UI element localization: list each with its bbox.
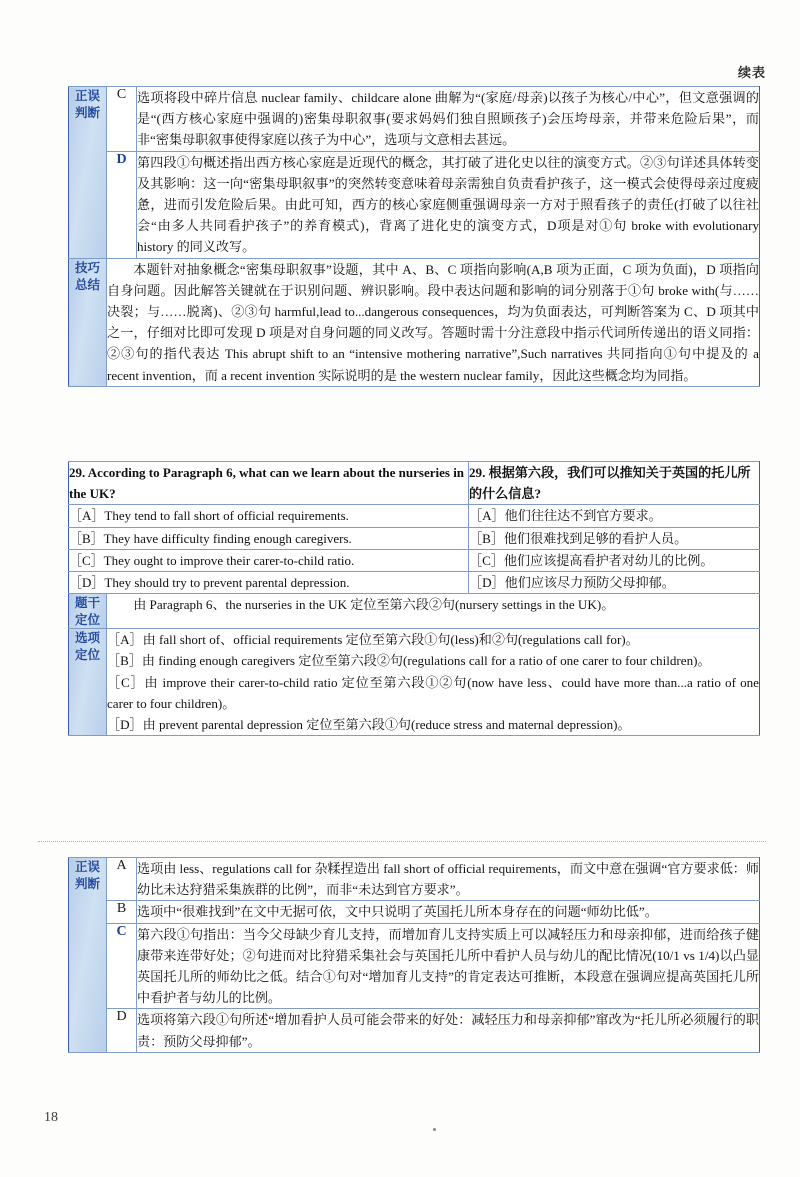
table-row (69, 858, 760, 901)
row-label-line2: 定位 (74, 647, 100, 663)
option-d-zh[interactable]: ［D］他们应该尽力预防父母抑郁。 (469, 572, 760, 594)
row-label-line1: 题干 (74, 595, 100, 611)
table-row (69, 258, 760, 386)
option-location-row (69, 629, 760, 736)
row-label-line1: 选项 (74, 630, 100, 646)
judgement-text-c: 第六段①句指出：当今父母缺少育儿支持，而增加育儿支持实质上可以减轻压力和母亲抑郁，进而给孩子健康带来连带好处；②句进而对比狩猎采集社会与英国托儿所中看护人员与幼儿的配比情况(10/1 vs 1/4)以凸显英国托儿所的师幼比之低。结合①句对“增加育儿支持”的肯定表达可推断，本段意在强调应提高英国托儿所中看护者与幼儿的比例。 (137, 923, 760, 1009)
table-row (69, 901, 760, 923)
option-a-en[interactable]: ［A］They tend to fall short of official requirements. (69, 505, 469, 527)
technique-summary-text (107, 258, 760, 386)
option-letter-d: D (107, 1009, 137, 1052)
judgement-text-a: 选项由 less、regulations call for 杂糅捏造出 fall short of official requirements，而文中意在强调“官方要求低：师幼比未达狩猎采集族群的比例”，而非“未达到官方要求”。 (137, 858, 760, 901)
option-letter-c: C (107, 87, 137, 152)
option-letter-a: A (107, 858, 137, 901)
option-location-line-b: ［B］由 finding enough caregivers 定位至第六段②句(regulations call for a ratio of one carer to four children)。 (107, 653, 711, 669)
option-d-en[interactable]: ［D］They should try to prevent parental depression. (69, 572, 469, 594)
row-label-line2: 定位 (74, 612, 100, 628)
row-label-judgement (69, 858, 107, 1053)
table-separator (38, 841, 766, 842)
question-stem-en: 29. According to Paragraph 6, what can we learn about the nurseries in the UK? (69, 462, 469, 505)
row-label-line2: 判断 (74, 876, 100, 891)
page-number: 18 (44, 1110, 58, 1125)
table-row (69, 151, 760, 258)
option-b-en[interactable]: ［B］They have difficulty finding enough caregivers. (69, 527, 469, 549)
judgement-table (68, 857, 760, 1053)
option-letter-b: B (107, 901, 137, 923)
table-row (69, 923, 760, 1009)
row-label-stem-location (69, 594, 107, 629)
option-location-line-a: ［A］由 fall short of、official requirements 定位至第六段①句(less)和②句(regulations call for)。 (107, 632, 639, 648)
row-label-line1: 正误 (74, 859, 100, 874)
option-row-b[interactable] (69, 527, 760, 549)
question-stem-row (69, 462, 760, 505)
row-label-line1: 技巧 (74, 259, 100, 275)
option-a-zh[interactable]: ［A］他们往往达不到官方要求。 (469, 505, 760, 527)
option-letter-c: C (107, 923, 137, 1009)
option-location-line-c: ［C］由 improve their carer-to-child ratio 定位至第六段①②句(now have less、could have more than...a ratio of one carer to four children)。 (107, 674, 759, 711)
option-b-zh[interactable]: ［B］他们很难找到足够的看护人员。 (469, 527, 760, 549)
analysis-table-continued (68, 86, 760, 387)
stem-location-text (107, 594, 760, 629)
row-label-line1: 正误 (74, 88, 100, 103)
row-label-line2: 判断 (74, 105, 100, 120)
row-label-option-location (69, 629, 107, 736)
stem-location-row (69, 594, 760, 629)
option-c-zh[interactable]: ［C］他们应该提高看护者对幼儿的比例。 (469, 549, 760, 571)
table-row (69, 1009, 760, 1052)
option-location-line-d: ［D］由 prevent parental depression 定位至第六段①句(reduce stress and maternal depression)。 (107, 717, 631, 733)
row-label-line2: 总结 (74, 276, 100, 292)
question-29-table (68, 461, 760, 736)
running-head: 续表 (737, 65, 766, 80)
stem-location-paragraph: 由 Paragraph 6、the nurseries in the UK 定位至第六段②句(nursery settings in the UK)。 (133, 597, 615, 613)
table-row (69, 87, 760, 152)
option-c-en[interactable]: ［C］They ought to improve their carer-to-child ratio. (69, 549, 469, 571)
row-label-judgement (69, 87, 107, 259)
option-location-text (107, 629, 760, 736)
judgement-text-d: 选项将第六段①句所述“增加看护人员可能会带来的好处：减轻压力和母亲抑郁”窜改为“托儿所必须履行的职责：预防父母抑郁”。 (137, 1009, 760, 1052)
footer-dot (433, 1128, 436, 1131)
analysis-text-d: 第四段①句概述指出西方核心家庭是近现代的概念，其打破了进化史以往的演变方式。②③句详述具体转变及其影响：这一向“密集母职叙事”的突然转变意味着母亲需独自负责看护孩子，这一模式会使得母亲过度疲惫，进而引发危险后果。由此可知，西方的核心家庭侧重强调母亲一方对于照看孩子的责任(打破了以往社会“由多人共同看护孩子”的养育模式)，背离了进化史的演变方式，D项是对①句 broke with evolutionary history 的同义改写。 (137, 151, 760, 258)
judgement-text-b: 选项中“很难找到”在文中无据可依，文中只说明了英国托儿所本身存在的问题“师幼比低”。 (137, 901, 760, 923)
row-label-technique-summary (69, 258, 107, 386)
option-letter-d: D (107, 151, 137, 258)
analysis-text-c: 选项将段中碎片信息 nuclear family、childcare alone 曲解为“(家庭/母亲)以孩子为核心/中心”，但文意强调的是“(西方核心家庭中强调的)密集母职叙事(要求妈妈们独自照顾孩子)会压垮母亲，并带来危险后果”，而非“密集母职叙事使得家庭以孩子为中心”，选项与文意相去甚远。 (137, 87, 760, 152)
option-row-a[interactable] (69, 505, 760, 527)
technique-summary-paragraph: 本题针对抽象概念“密集母职叙事”设题，其中 A、B、C 项指向影响(A,B 项为正面，C 项为负面)，D 项指向自身问题。因此解答关键就在于识别问题、辨识影响。段中表达问题和影响的词分别落于①句 broke with(与……决裂；与……脱离)、②③句 harmful,lead to...dangerous consequences，均为负面表达，可判断答案为 C、D 项其中之一，仔细对比即可发现 D 项是对自身问题的同义改写。答题时需十分注意段中指示代词所传递出的语义同指：②③句的指代表达 This abrupt shift to an “intensive mothering narrative”,Such narratives 共同指向①句中提及的 a recent invention，而 a recent invention 实际说明的是 the western nuclear family，因此这些概念均为同指。 (107, 261, 759, 383)
option-row-d[interactable] (69, 572, 760, 594)
option-row-c[interactable] (69, 549, 760, 571)
question-stem-zh: 29. 根据第六段，我们可以推知关于英国的托儿所的什么信息? (469, 462, 760, 505)
